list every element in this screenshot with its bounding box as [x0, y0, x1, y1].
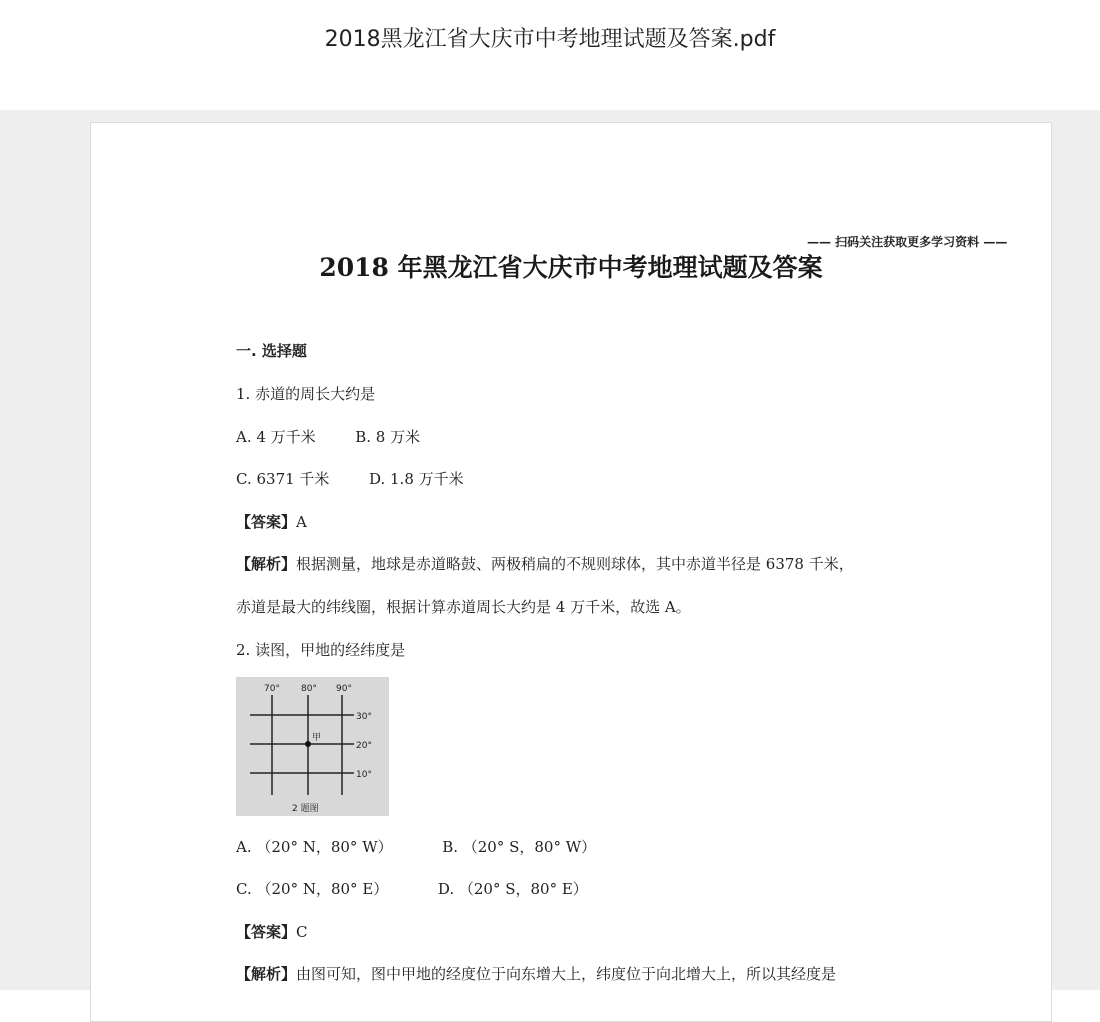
option-a: A. （20° N，80° W） [236, 838, 393, 856]
qr-banner: —— 扫码关注获取更多学习资料 —— [807, 235, 1008, 249]
lon-label-90: 90° [336, 684, 352, 694]
question-2-options-ab [236, 836, 596, 857]
question-1-analysis-line-1 [236, 553, 854, 574]
option-a: A. 4 万千米 [236, 428, 316, 446]
grid-map-svg [236, 677, 389, 816]
answer-value: A [296, 513, 307, 531]
figure-caption: 2 题图 [292, 804, 319, 814]
answer-label: 【答案】 [236, 513, 297, 531]
analysis-label: 【解析】 [236, 555, 297, 573]
question-1-stem: 1. 赤道的周长大约是 [236, 385, 376, 403]
option-d: D. 1.8 万千米 [368, 470, 464, 488]
analysis-text: 由图可知，图中甲地的经度位于向东增大上，纬度位于向北增大上，所以其经度是 [296, 965, 837, 983]
question-1-options-cd [236, 468, 464, 489]
lat-label-20: 20° [356, 741, 372, 751]
question-2-stem: 2. 读图，甲地的经纬度是 [236, 641, 406, 659]
file-title: 2018黑龙江省大庆市中考地理试题及答案.pdf [324, 27, 776, 52]
option-b: B. 8 万米 [355, 428, 421, 446]
viewer-header [0, 0, 1100, 110]
option-c: C. 6371 千米 [236, 470, 330, 488]
answer-label: 【答案】 [236, 923, 297, 941]
lon-label-80: 80° [301, 684, 317, 694]
question-1-answer [236, 511, 307, 532]
section-heading: 一. 选择题 [236, 342, 307, 360]
analysis-label: 【解析】 [236, 965, 297, 983]
point-jia [305, 741, 311, 747]
question-2-answer [236, 921, 308, 942]
latitude-longitude-grid-figure [236, 677, 389, 816]
option-b: B. （20° S，80° W） [442, 838, 597, 856]
option-c: C. （20° N，80° E） [236, 880, 389, 898]
answer-value: C [296, 923, 308, 941]
question-1-analysis-line-2: 赤道是最大的纬线圈，根据计算赤道周长大约是 4 万千米，故选 A。 [236, 598, 691, 616]
lon-label-70: 70° [264, 684, 280, 694]
point-jia-label: 甲 [312, 733, 322, 743]
question-1-options-ab [236, 426, 420, 447]
analysis-text: 根据测量，地球是赤道略鼓、两极稍扁的不规则球体，其中赤道半径是 6378 千米， [296, 555, 854, 573]
lat-label-10: 10° [356, 770, 372, 780]
option-d: D. （20° S，80° E） [437, 880, 588, 898]
lat-label-30: 30° [356, 712, 372, 722]
question-2-options-cd [236, 878, 588, 899]
question-2-analysis-line-1 [236, 963, 836, 984]
document-title: 2018 年黑龙江省大庆市中考地理试题及答案 [319, 253, 823, 282]
